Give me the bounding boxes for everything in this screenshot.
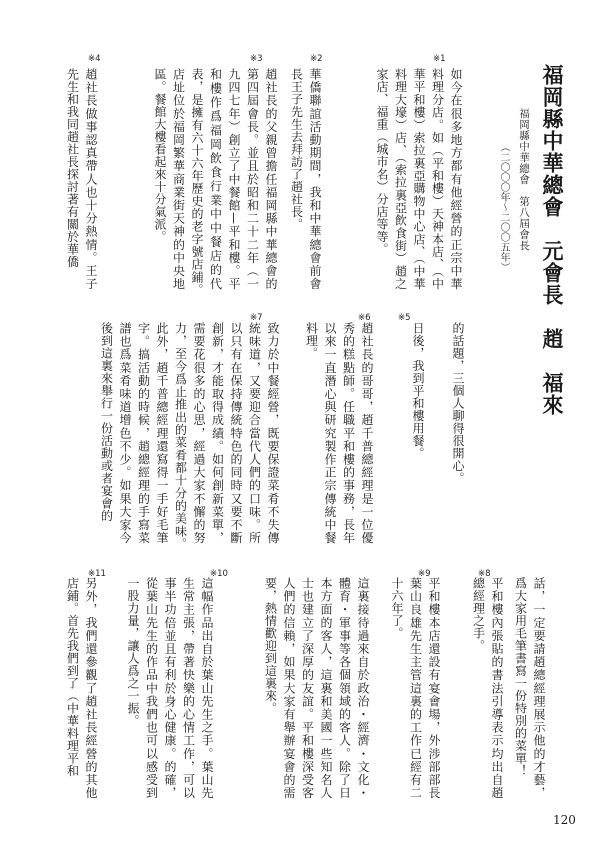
paragraph-dining: 日後，我到平和樓用餐。	[411, 322, 425, 460]
paragraph-banquet-hall: 平和樓本店還設有宴會場，外涉部部長葉山良雄先生主管這裏的工作已經有二十六年了。	[390, 577, 441, 799]
paragraph-chat: 趙社長做事認真帶人也十分熱情。王子先生和我同趙社長探討著有關於華僑	[65, 68, 98, 290]
note-marker-7: ※7	[250, 313, 263, 323]
page-title: 福岡縣中華總會 元會長 趙 福來	[540, 64, 565, 416]
paragraph-pastry-chef: 趙社長的哥哥，趙千普總經理是一位優秀的糕點師。任職平和樓的事務，長年以來一直潛心與研究製作正宗傳統中餐料理。	[304, 322, 374, 544]
note-marker-2: ※2	[310, 54, 323, 64]
paragraph-chat-continued: 的話題，三個人聊得很開心。	[451, 322, 465, 485]
note-marker-10: ※10	[210, 569, 228, 579]
note-marker-3: ※3	[250, 54, 263, 64]
page-number: 120	[553, 813, 576, 827]
paragraph-calligraphy-menu: 話，一定要請趙總經理展示他的才藝，爲大家用毛筆書寫一份特別的菜單！	[513, 577, 546, 799]
subtitle: 福岡縣中華總會 第八屆會長	[518, 108, 530, 251]
note-marker-5: ※5	[398, 313, 411, 323]
paragraph-other-branches: 另外，我們還參觀了趙社長經營的其他店鋪。首先我們到了（中華料理平和	[65, 577, 98, 799]
paragraph-pingho-history: 趙社長的父親曾擔任福岡縣中華總會的第四屆會長。並且於昭和二十二年（一九四七年）創立了中餐館—平和樓。平和樓作爲福岡飲食行業中中餐店的代表，是擁有六十六年歷史的老字號店鋪。 店址位於福岡繁華商業街天神的中央地區。餐館大樓看起來十分氣派。	[153, 68, 278, 303]
note-marker-4: ※4	[88, 54, 101, 64]
paragraph-visit: 華僑聯誼活動期間，我和中華總會前會長王子先生去拜訪了趙社長。	[289, 68, 322, 290]
note-marker-1: ※1	[433, 54, 446, 64]
term-years: （二〇〇〇年〜二〇〇五年）	[498, 142, 509, 272]
paragraph-hayama-artwork: 這幅作品出自於葉山先生之手。葉山先生常主張，帶著快樂的心情工作，可以事半功倍並且有利於身心健康。的確，從葉山先生的作品中我們也可以感受到一股力量，讓人爲之一振。	[126, 577, 214, 799]
paragraph-cuisine: 致力於中餐經營，既要保證菜肴不失傳統味道，又要迎合當代人們的口味。所以只有在保持傳統特色的同時又要不斷創新，才能取得成績。如何創新菜單，需要花很多的心思，經過大家不懈的努力，至今爲止推出的菜肴都十分的美味。 此外，趙千普總經理還寫得一手好毛筆字。搞活動的時候，趙總經理的手寫菜譜也爲菜肴味道增色不少。如果大家今後到這裏來舉行一份活動或者宴會的	[99, 322, 280, 557]
paragraph-guests: 這裏接待過來自於政治・經濟・文化・體育・軍事等各個領域的客人。除了日本方面的客人，這裏和美國一些知名人士也建立了深厚的友誼。平和樓深受客人們的信賴，如果大家有舉辦宴會的需要，熱情歡迎到這裏來。	[263, 577, 370, 799]
paragraph-branches: 如今在很多地方都有他經營的正宗中華料理分店。如（平和樓）天神本店、（中華平和樓）索拉裏亞購物中心店、（中華料理大壕）店、（索拉裏亞飲食街）趙之家店、福重（城市名）分店等等。	[375, 68, 463, 290]
note-marker-11: ※11	[88, 569, 106, 579]
note-marker-6: ※6	[358, 313, 371, 323]
paragraph-calligraphy-signs: 平和樓內張貼的書法引導表示均出自趙總經理之手。	[471, 577, 504, 799]
note-marker-8: ※8	[478, 569, 491, 579]
note-marker-9: ※9	[418, 569, 431, 579]
